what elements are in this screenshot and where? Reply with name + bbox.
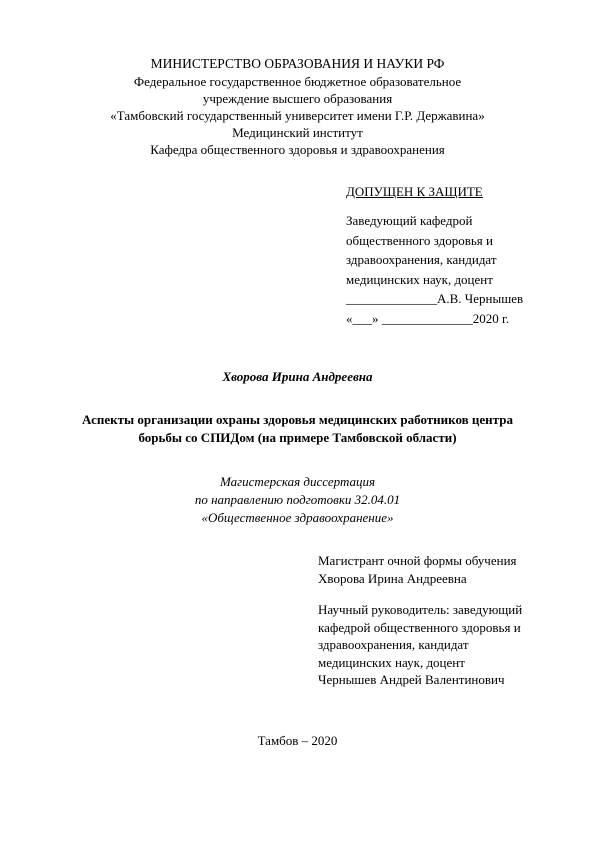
thesis-title-line: Аспекты организации охраны здоровья медицинских работников центра (82, 412, 513, 427)
city-year: Тамбов – 2020 (257, 733, 338, 748)
approval-line: Заведующий кафедрой (346, 213, 473, 228)
degree-line: по направлению подготовки 32.04.01 (194, 492, 401, 507)
degree-line: «Общественное здравоохранение» (201, 510, 394, 525)
approval-line: медицинских наук, доцент (346, 271, 493, 287)
advisor-block (318, 601, 578, 689)
approval-date-line: «___» ______________2020 г. (346, 310, 510, 326)
degree-block (0, 473, 595, 527)
advisor-line: Научный руководитель: заведующий (318, 602, 523, 617)
approval-block (346, 183, 576, 328)
ministry-name: МИНИСТЕРСТВО ОБРАЗОВАНИЯ И НАУКИ РФ (150, 56, 445, 71)
thesis-title-line: борьбы со СПИДом (на примере Тамбовской области) (138, 430, 457, 445)
header-line: Федеральное государственное бюджетное образовательное (133, 74, 462, 89)
header-line: учреждение высшего образования (202, 91, 393, 106)
student-block (318, 552, 578, 587)
author-name: Хворова Ирина Андреевна (222, 369, 373, 384)
header-line: Медицинский институт (232, 125, 363, 140)
thesis-title (40, 411, 555, 447)
advisor-line: кафедрой общественного здоровья и (318, 619, 521, 635)
approval-title: ДОПУЩЕН К ЗАЩИТЕ (346, 184, 483, 199)
degree-line: Магистерская диссертация (219, 474, 376, 489)
header-line: «Тамбовский государственный университет имени Г.Р. Державина» (110, 108, 485, 123)
student-line: Хворова Ирина Андреевна (318, 570, 467, 586)
header-line: Кафедра общественного здоровья и здравоохранения (150, 142, 445, 157)
advisor-line: медицинских наук, доцент (318, 654, 465, 670)
student-line: Магистрант очной формы обучения (318, 553, 517, 568)
approval-line: здравоохранения, кандидат (346, 252, 497, 267)
advisor-line: Чернышев Андрей Валентинович (318, 672, 505, 687)
advisor-line: здравоохранения, кандидат (318, 637, 469, 652)
institution-header (0, 55, 595, 158)
approval-signature-line: ______________А.В. Чернышев (346, 291, 524, 306)
approval-line: общественного здоровья и (346, 232, 493, 248)
